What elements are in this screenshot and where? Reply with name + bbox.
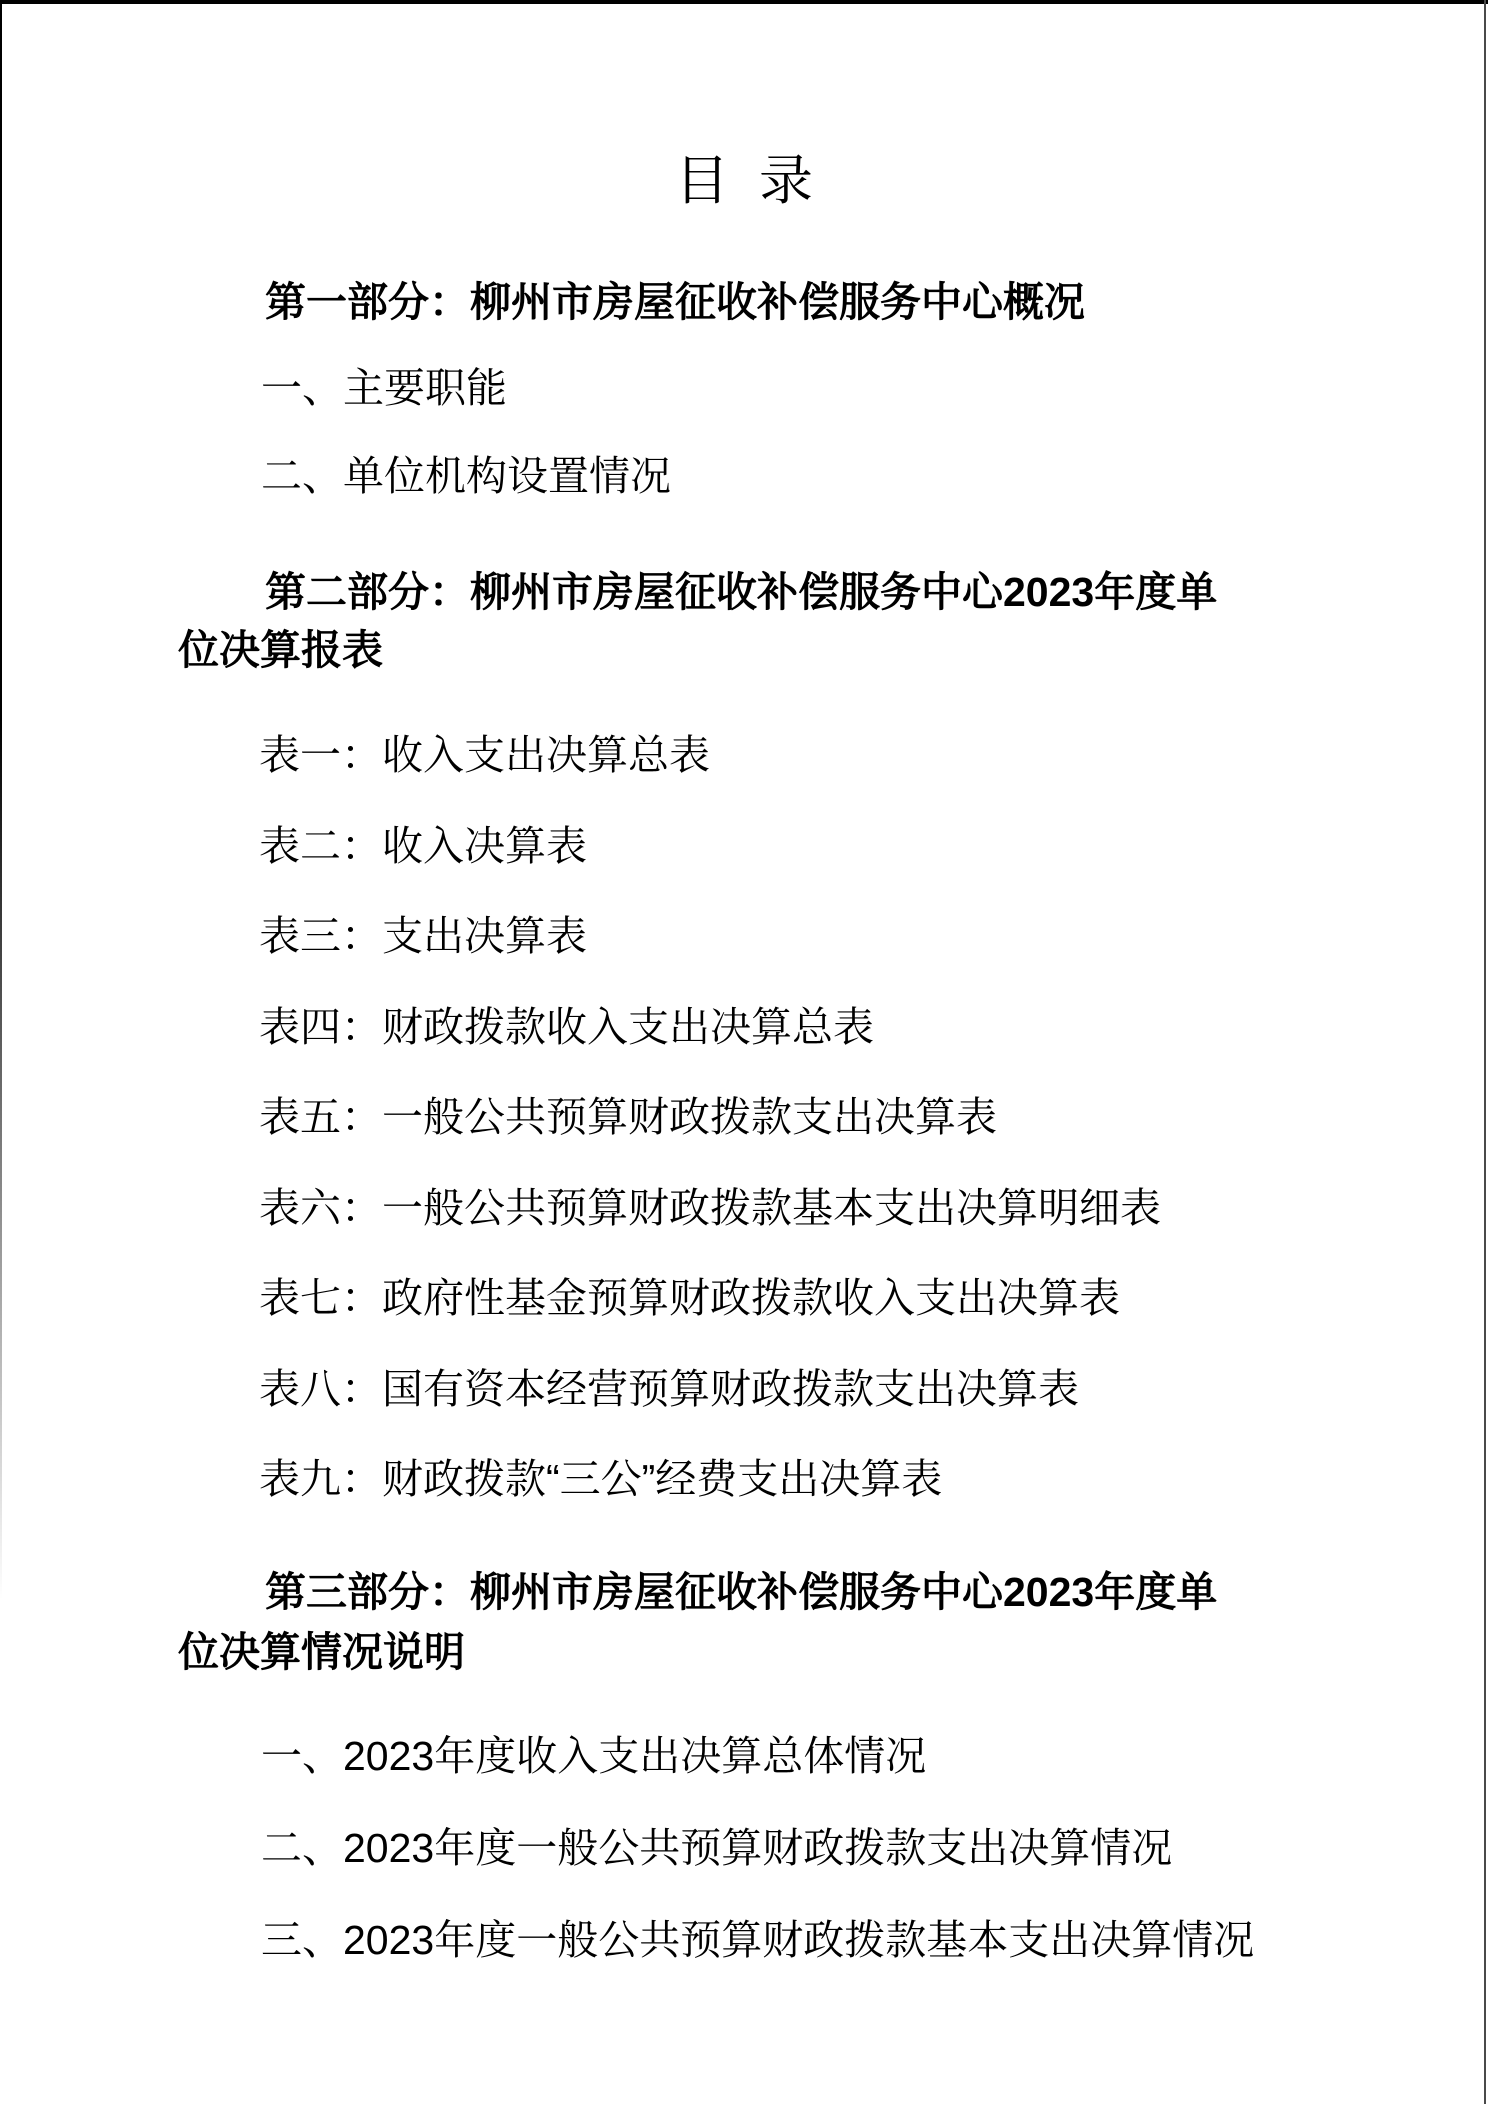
toc-entry: 表五：一般公共预算财政拨款支出决算表 (259, 1094, 997, 1140)
section-3-heading-line-2: 位决算情况说明 (178, 1629, 465, 1675)
toc-entry: 表二：收入决算表 (259, 823, 587, 869)
page-top-border (0, 0, 1488, 4)
toc-entry: 表一：收入支出决算总表 (259, 732, 710, 778)
section-2-heading-line-1: 第二部分：柳州市房屋征收补偿服务中心2023年度单 (265, 569, 1218, 615)
toc-entry: 二、2023年度一般公共预算财政拨款支出决算情况 (261, 1825, 1173, 1871)
toc-entry: 表四：财政拨款收入支出决算总表 (259, 1004, 874, 1050)
toc-entry: 表八：国有资本经营预算财政拨款支出决算表 (259, 1366, 1079, 1412)
toc-entry: 表七：政府性基金预算财政拨款收入支出决算表 (259, 1275, 1120, 1321)
toc-entry: 一、主要职能 (261, 365, 507, 411)
toc-entry: 表九：财政拨款“三公”经费支出决算表 (259, 1456, 943, 1502)
section-2-heading-line-2: 位决算报表 (178, 627, 383, 673)
toc-entry: 表三：支出决算表 (259, 913, 587, 959)
section-1-heading: 第一部分：柳州市房屋征收补偿服务中心概况 (265, 279, 1085, 325)
toc-entry: 表六：一般公共预算财政拨款基本支出决算明细表 (259, 1185, 1161, 1231)
toc-entry: 二、单位机构设置情况 (261, 453, 671, 499)
section-3-heading-line-1: 第三部分：柳州市房屋征收补偿服务中心2023年度单 (265, 1569, 1218, 1615)
toc-entry: 一、2023年度收入支出决算总体情况 (261, 1733, 927, 1779)
toc-entry: 三、2023年度一般公共预算财政拨款基本支出决算情况 (261, 1917, 1255, 1963)
page-title: 目 录 (674, 151, 813, 211)
page-right-border (1484, 0, 1486, 2104)
page-left-border (0, 0, 2, 1600)
